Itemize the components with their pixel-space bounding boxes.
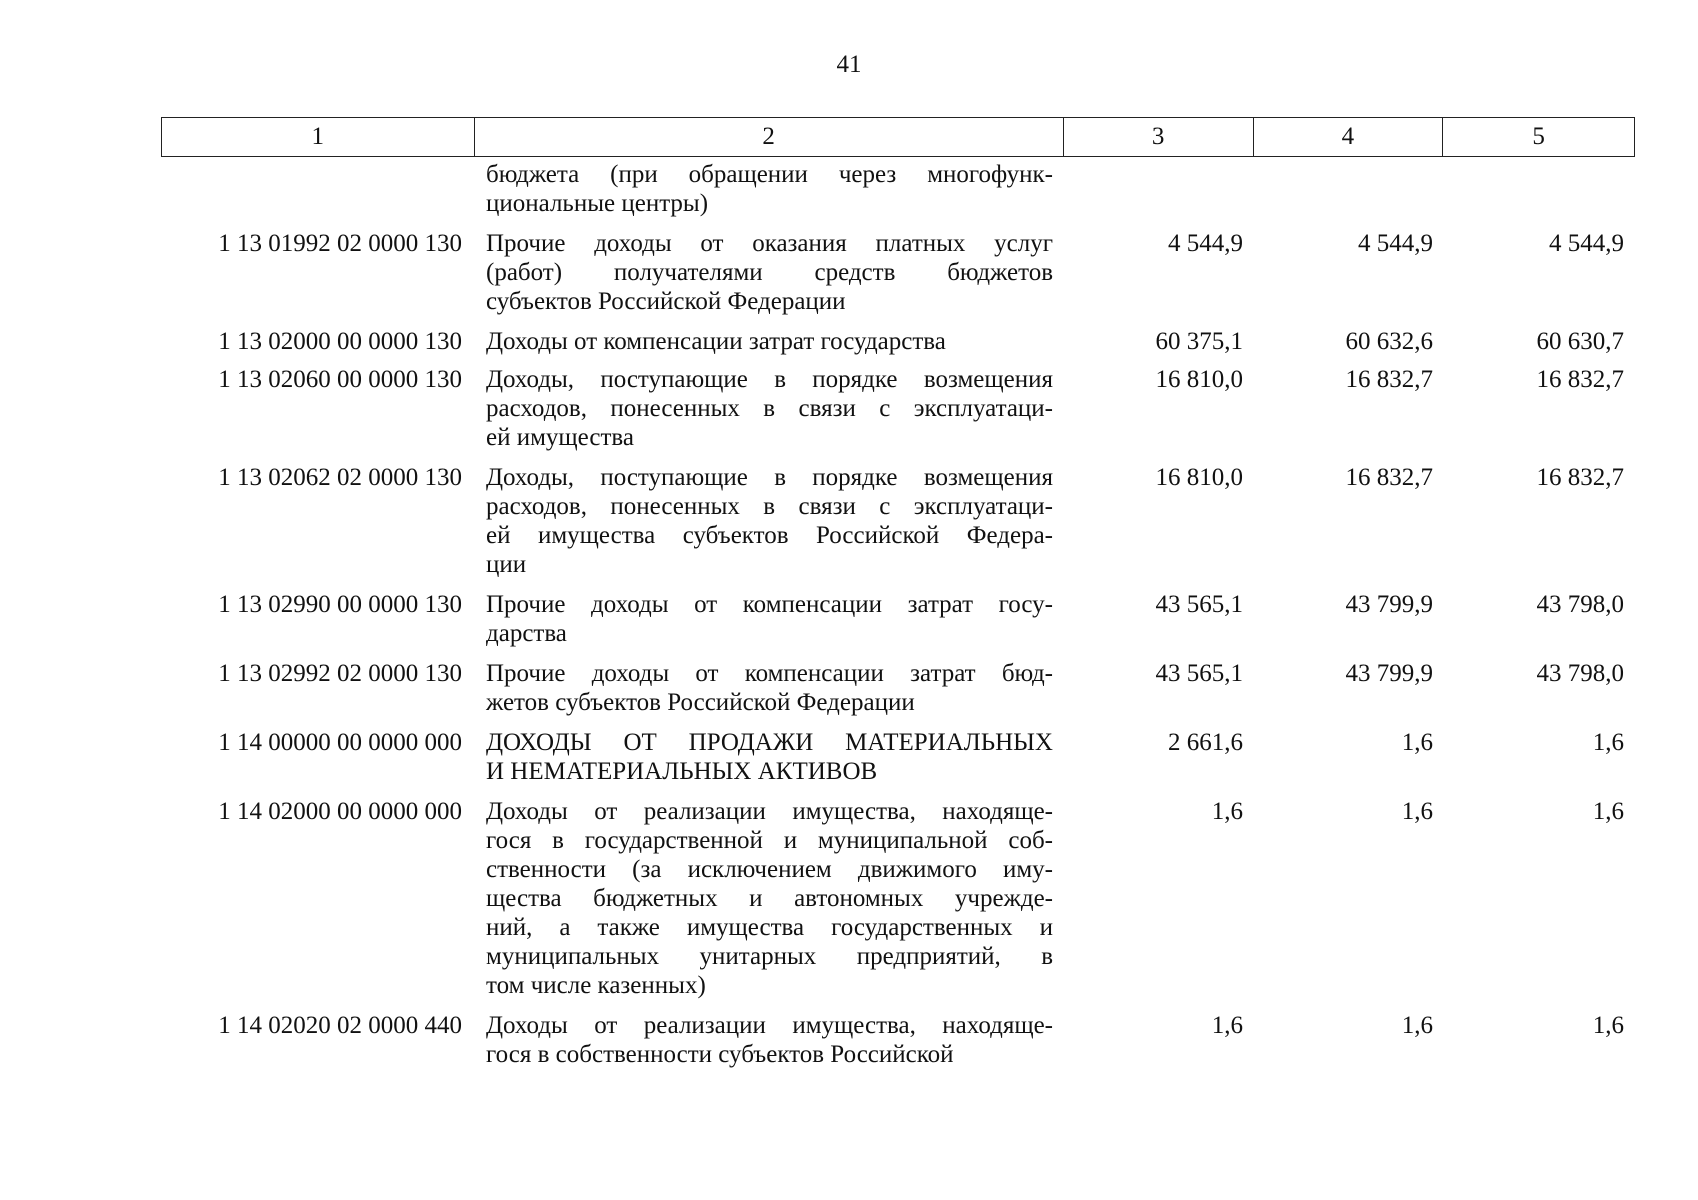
row-value-col3: 43 565,1 [1155, 591, 1243, 618]
row-name-line: Доходы от реализации имущества, находяще- [486, 798, 1053, 825]
row-value-col3: 43 565,1 [1155, 660, 1243, 687]
row-value-col3: 1,6 [1211, 1012, 1243, 1039]
table-row [161, 1011, 1635, 1069]
row-name [474, 463, 1064, 579]
column-header-2: 2 [475, 118, 1064, 156]
row-value-col3: 1,6 [1211, 798, 1243, 825]
row-value-col3: 2 661,6 [1168, 729, 1243, 756]
row-name-line: гося в собственности субъектов Российской [486, 1041, 954, 1068]
row-value-col5 [1444, 160, 1635, 218]
table-row [161, 160, 1635, 218]
row-name-line: ний, а также имущества государственных и [486, 914, 1053, 941]
row-value-col4: 1,6 [1401, 798, 1433, 825]
row-name-line: И НЕМАТЕРИАЛЬНЫХ АКТИВОВ [486, 758, 878, 785]
row-name [474, 1011, 1064, 1069]
table-row [161, 590, 1635, 648]
row-name-line: расходов, понесенных в связи с эксплуатаци- [486, 395, 1053, 422]
row-name-line: расходов, понесенных в связи с эксплуатаци- [486, 493, 1053, 520]
row-value-col4: 1,6 [1401, 729, 1433, 756]
row-value-col4: 60 632,6 [1345, 328, 1433, 355]
row-value-col5: 1,6 [1592, 1012, 1624, 1039]
row-value-col5: 43 798,0 [1536, 660, 1624, 687]
row-name [474, 728, 1064, 786]
table-body [161, 160, 1635, 1069]
table-header-row [161, 117, 1635, 157]
row-name-line: гося в государственной и муниципальной соб- [486, 827, 1053, 854]
row-name [474, 229, 1064, 316]
row-name-line: жетов субъектов Российской Федерации [486, 689, 915, 716]
table-row [161, 728, 1635, 786]
table-row [161, 463, 1635, 579]
row-value-col3 [1064, 160, 1254, 218]
row-name [474, 590, 1064, 648]
row-code: 1 14 02020 02 0000 440 [218, 1012, 462, 1039]
row-name-line: ции [486, 551, 527, 578]
row-value-col3: 16 810,0 [1155, 464, 1243, 491]
row-value-col3: 16 810,0 [1155, 366, 1243, 393]
row-value-col5: 4 544,9 [1549, 230, 1624, 257]
row-value-col4: 43 799,9 [1345, 660, 1433, 687]
table-row [161, 797, 1635, 1000]
row-name-line: ей имущества субъектов Российской Федера- [486, 522, 1053, 549]
row-name-line: Прочие доходы от оказания платных услуг [486, 230, 1053, 257]
row-code: 1 14 00000 00 0000 000 [218, 729, 462, 756]
row-name-line: Прочие доходы от компенсации затрат бюд- [486, 660, 1053, 687]
row-name-line: дарства [486, 620, 567, 647]
row-name-line: Доходы, поступающие в порядке возмещения [486, 366, 1053, 393]
row-code: 1 13 02000 00 0000 130 [218, 328, 462, 355]
table-row [161, 229, 1635, 316]
row-name-line: щества бюджетных и автономных учрежде- [486, 885, 1053, 912]
row-name [474, 327, 1064, 356]
row-name [474, 365, 1064, 452]
row-value-col3: 60 375,1 [1155, 328, 1243, 355]
row-code: 1 13 02060 00 0000 130 [218, 366, 462, 393]
row-value-col4: 16 832,7 [1345, 366, 1433, 393]
row-value-col4: 43 799,9 [1345, 591, 1433, 618]
row-value-col5: 1,6 [1592, 729, 1624, 756]
row-name-line: Доходы от компенсации затрат государства [486, 328, 946, 355]
table-row [161, 327, 1635, 356]
row-name-line: Доходы, поступающие в порядке возмещения [486, 464, 1053, 491]
row-name-line: Прочие доходы от компенсации затрат госу- [486, 591, 1053, 618]
column-header-1: 1 [162, 118, 475, 156]
row-value-col3: 4 544,9 [1168, 230, 1243, 257]
row-value-col4: 16 832,7 [1345, 464, 1433, 491]
row-value-col4: 4 544,9 [1358, 230, 1433, 257]
row-name [474, 160, 1064, 218]
row-name-line: том числе казенных) [486, 972, 706, 999]
row-name-line: ственности (за исключением движимого иму- [486, 856, 1053, 883]
row-value-col5: 16 832,7 [1536, 366, 1624, 393]
column-header-4: 4 [1254, 118, 1444, 156]
page-number: 41 [836, 51, 862, 78]
row-code: 1 13 02062 02 0000 130 [218, 464, 462, 491]
row-code: 1 14 02000 00 0000 000 [218, 798, 462, 825]
row-name-line: Доходы от реализации имущества, находяще- [486, 1012, 1053, 1039]
row-value-col5: 60 630,7 [1536, 328, 1624, 355]
row-name-line: (работ) получателями средств бюджетов [486, 259, 1053, 286]
row-name [474, 659, 1064, 717]
row-value-col5: 43 798,0 [1536, 591, 1624, 618]
row-name-line: ДОХОДЫ ОТ ПРОДАЖИ МАТЕРИАЛЬНЫХ [486, 729, 1053, 756]
row-value-col5: 16 832,7 [1536, 464, 1624, 491]
row-value-col5: 1,6 [1592, 798, 1624, 825]
row-name-line: муниципальных унитарных предприятий, в [486, 943, 1053, 970]
row-name-line: субъектов Российской Федерации [486, 288, 846, 315]
row-value-col4 [1254, 160, 1444, 218]
row-value-col4: 1,6 [1401, 1012, 1433, 1039]
row-name-line: бюджета (при обращении через многофунк- [486, 161, 1053, 188]
table-row [161, 365, 1635, 452]
row-name-line: циональные центры) [486, 190, 709, 217]
table-row [161, 659, 1635, 717]
column-header-3: 3 [1064, 118, 1254, 156]
row-name-line: ей имущества [486, 424, 634, 451]
row-name [474, 797, 1064, 1000]
column-header-5: 5 [1532, 123, 1545, 150]
row-code: 1 13 02992 02 0000 130 [218, 660, 462, 687]
row-code: 1 13 01992 02 0000 130 [218, 230, 462, 257]
row-code: 1 13 02990 00 0000 130 [218, 591, 462, 618]
row-code [161, 160, 474, 218]
